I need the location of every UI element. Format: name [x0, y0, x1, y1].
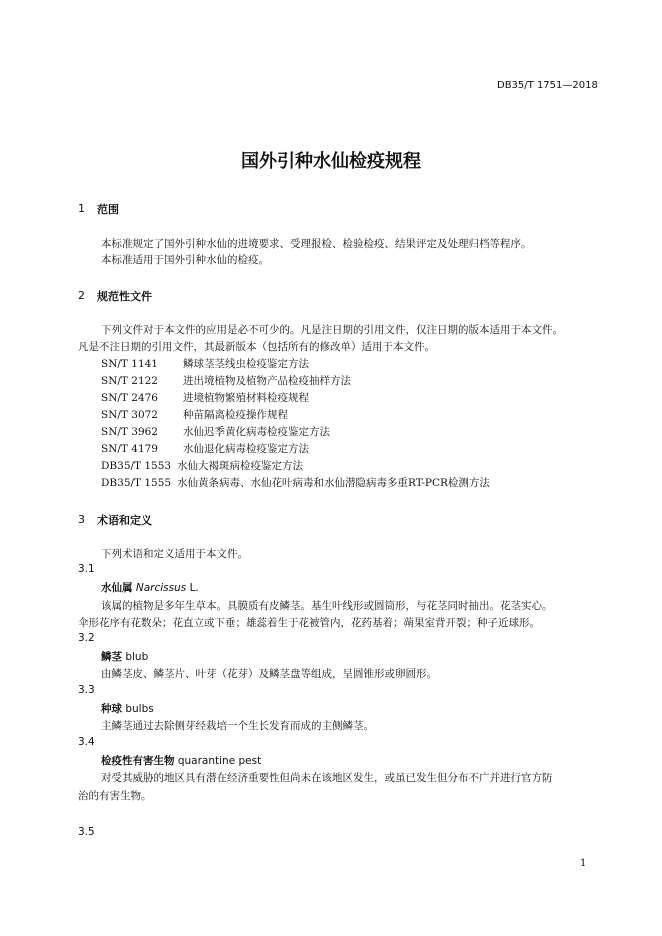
section-1-number: 1: [78, 202, 85, 215]
section-3-heading: 术语和定义: [97, 514, 152, 527]
term-number: 3.1: [78, 563, 95, 575]
reference-item: [101, 390, 309, 405]
term-definition: 该属的植物是多年生草本。具膜质有皮鳞茎。基生叶线形或圆筒形，与花茎同时抽出。花茎实心。: [101, 600, 553, 612]
reference-title: 水仙黄条病毒、水仙花叶病毒和水仙潜隐病毒多重RT-PCR检测方法: [177, 477, 490, 489]
document-code: DB35/T 1751—2018: [497, 80, 598, 91]
term-name-cn: 鳞茎: [101, 651, 122, 663]
term-name-latin: Narcissus: [135, 582, 187, 594]
reference-code: SN/T 3962: [101, 426, 158, 438]
reference-title: 水仙退化病毒检疫鉴定方法: [183, 443, 309, 455]
reference-title: 水仙迟季黄化病毒检疫鉴定方法: [183, 426, 330, 438]
reference-item: [101, 356, 309, 371]
section-3-number: 3: [78, 513, 85, 526]
term-heading: [101, 580, 199, 595]
term-number: 3.3: [78, 684, 95, 696]
term-name-cn: 检疫性有害生物: [101, 755, 175, 767]
section-3-intro: 下列术语和定义适用于本文件。: [101, 548, 248, 560]
term-heading: [101, 753, 261, 768]
section-2-heading: 规范性文件: [97, 290, 152, 303]
reference-item: [101, 424, 330, 439]
term-name-cn: 水仙属: [101, 582, 133, 594]
reference-title: 鳞球茎茎线虫检疫鉴定方法: [183, 358, 309, 370]
section-1-heading: 范围: [97, 203, 119, 216]
term-number: 3.5: [78, 826, 95, 838]
term-definition: 伞形花序有花数朵；花直立或下垂；雄蕊着生于花被管内，花药基着；蒴果室背开裂；种子近球形。: [78, 617, 540, 629]
term-name-cn: 种球: [101, 703, 122, 715]
section-2-intro: 凡是不注日期的引用文件，其最新版本（包括所有的修改单）适用于本文件。: [78, 341, 435, 353]
term-name-en: quarantine pest: [177, 755, 262, 767]
reference-item: [101, 373, 351, 388]
reference-code: SN/T 2122: [101, 375, 158, 387]
term-number: 3.2: [78, 632, 95, 644]
term-definition: 主鳞茎通过去除侧芽经栽培一个生长发育而成的主侧鳞茎。: [101, 720, 374, 732]
page-number: 1: [580, 858, 587, 869]
term-definition: 治的有害生物。: [78, 790, 152, 802]
reference-title: 进出境植物及植物产品检疫抽样方法: [183, 375, 351, 387]
reference-title: 水仙大褐斑病检疫鉴定方法: [177, 460, 303, 472]
term-name-suffix: L.: [189, 582, 199, 594]
term-heading: [101, 649, 148, 664]
reference-title: 种苗隔离检疫操作规程: [183, 409, 288, 421]
section-2-number: 2: [78, 289, 85, 302]
reference-item: [101, 475, 490, 490]
reference-item: [101, 458, 303, 473]
reference-code: DB35/T 1553: [101, 460, 172, 472]
section-1-paragraph: 本标准规定了国外引种水仙的进境要求、受理报检、检验检疫、结果评定及处理归档等程序。: [101, 238, 532, 250]
section-1-paragraph: 本标准适用于国外引种水仙的检疫。: [101, 254, 269, 266]
reference-item: [101, 407, 288, 422]
term-name-en: blub: [125, 651, 149, 663]
reference-code: SN/T 2476: [101, 392, 158, 404]
document-title: 国外引种水仙检疫规程: [241, 151, 421, 172]
term-definition: 对受其威胁的地区具有潜在经济重要性但尚未在该地区发生，或虽已发生但分布不广并进行官方防: [101, 772, 553, 784]
section-2-intro: 下列文件对于本文件的应用是必不可少的。凡是注日期的引用文件，仅注日期的版本适用于本文件。: [101, 324, 563, 336]
reference-code: SN/T 1141: [101, 358, 158, 370]
reference-title: 进境植物繁殖材料检疫规程: [183, 392, 309, 404]
term-heading: [101, 701, 154, 716]
reference-code: SN/T 4179: [101, 443, 158, 455]
reference-code: SN/T 3072: [101, 409, 158, 421]
reference-item: [101, 441, 309, 456]
reference-code: DB35/T 1555: [101, 477, 172, 489]
term-name-en: bulbs: [125, 703, 154, 715]
term-number: 3.4: [78, 736, 95, 748]
term-definition: 由鳞茎皮、鳞茎片、叶芽（花芽）及鳞茎盘等组成，呈圆锥形或卵圆形。: [101, 668, 437, 680]
